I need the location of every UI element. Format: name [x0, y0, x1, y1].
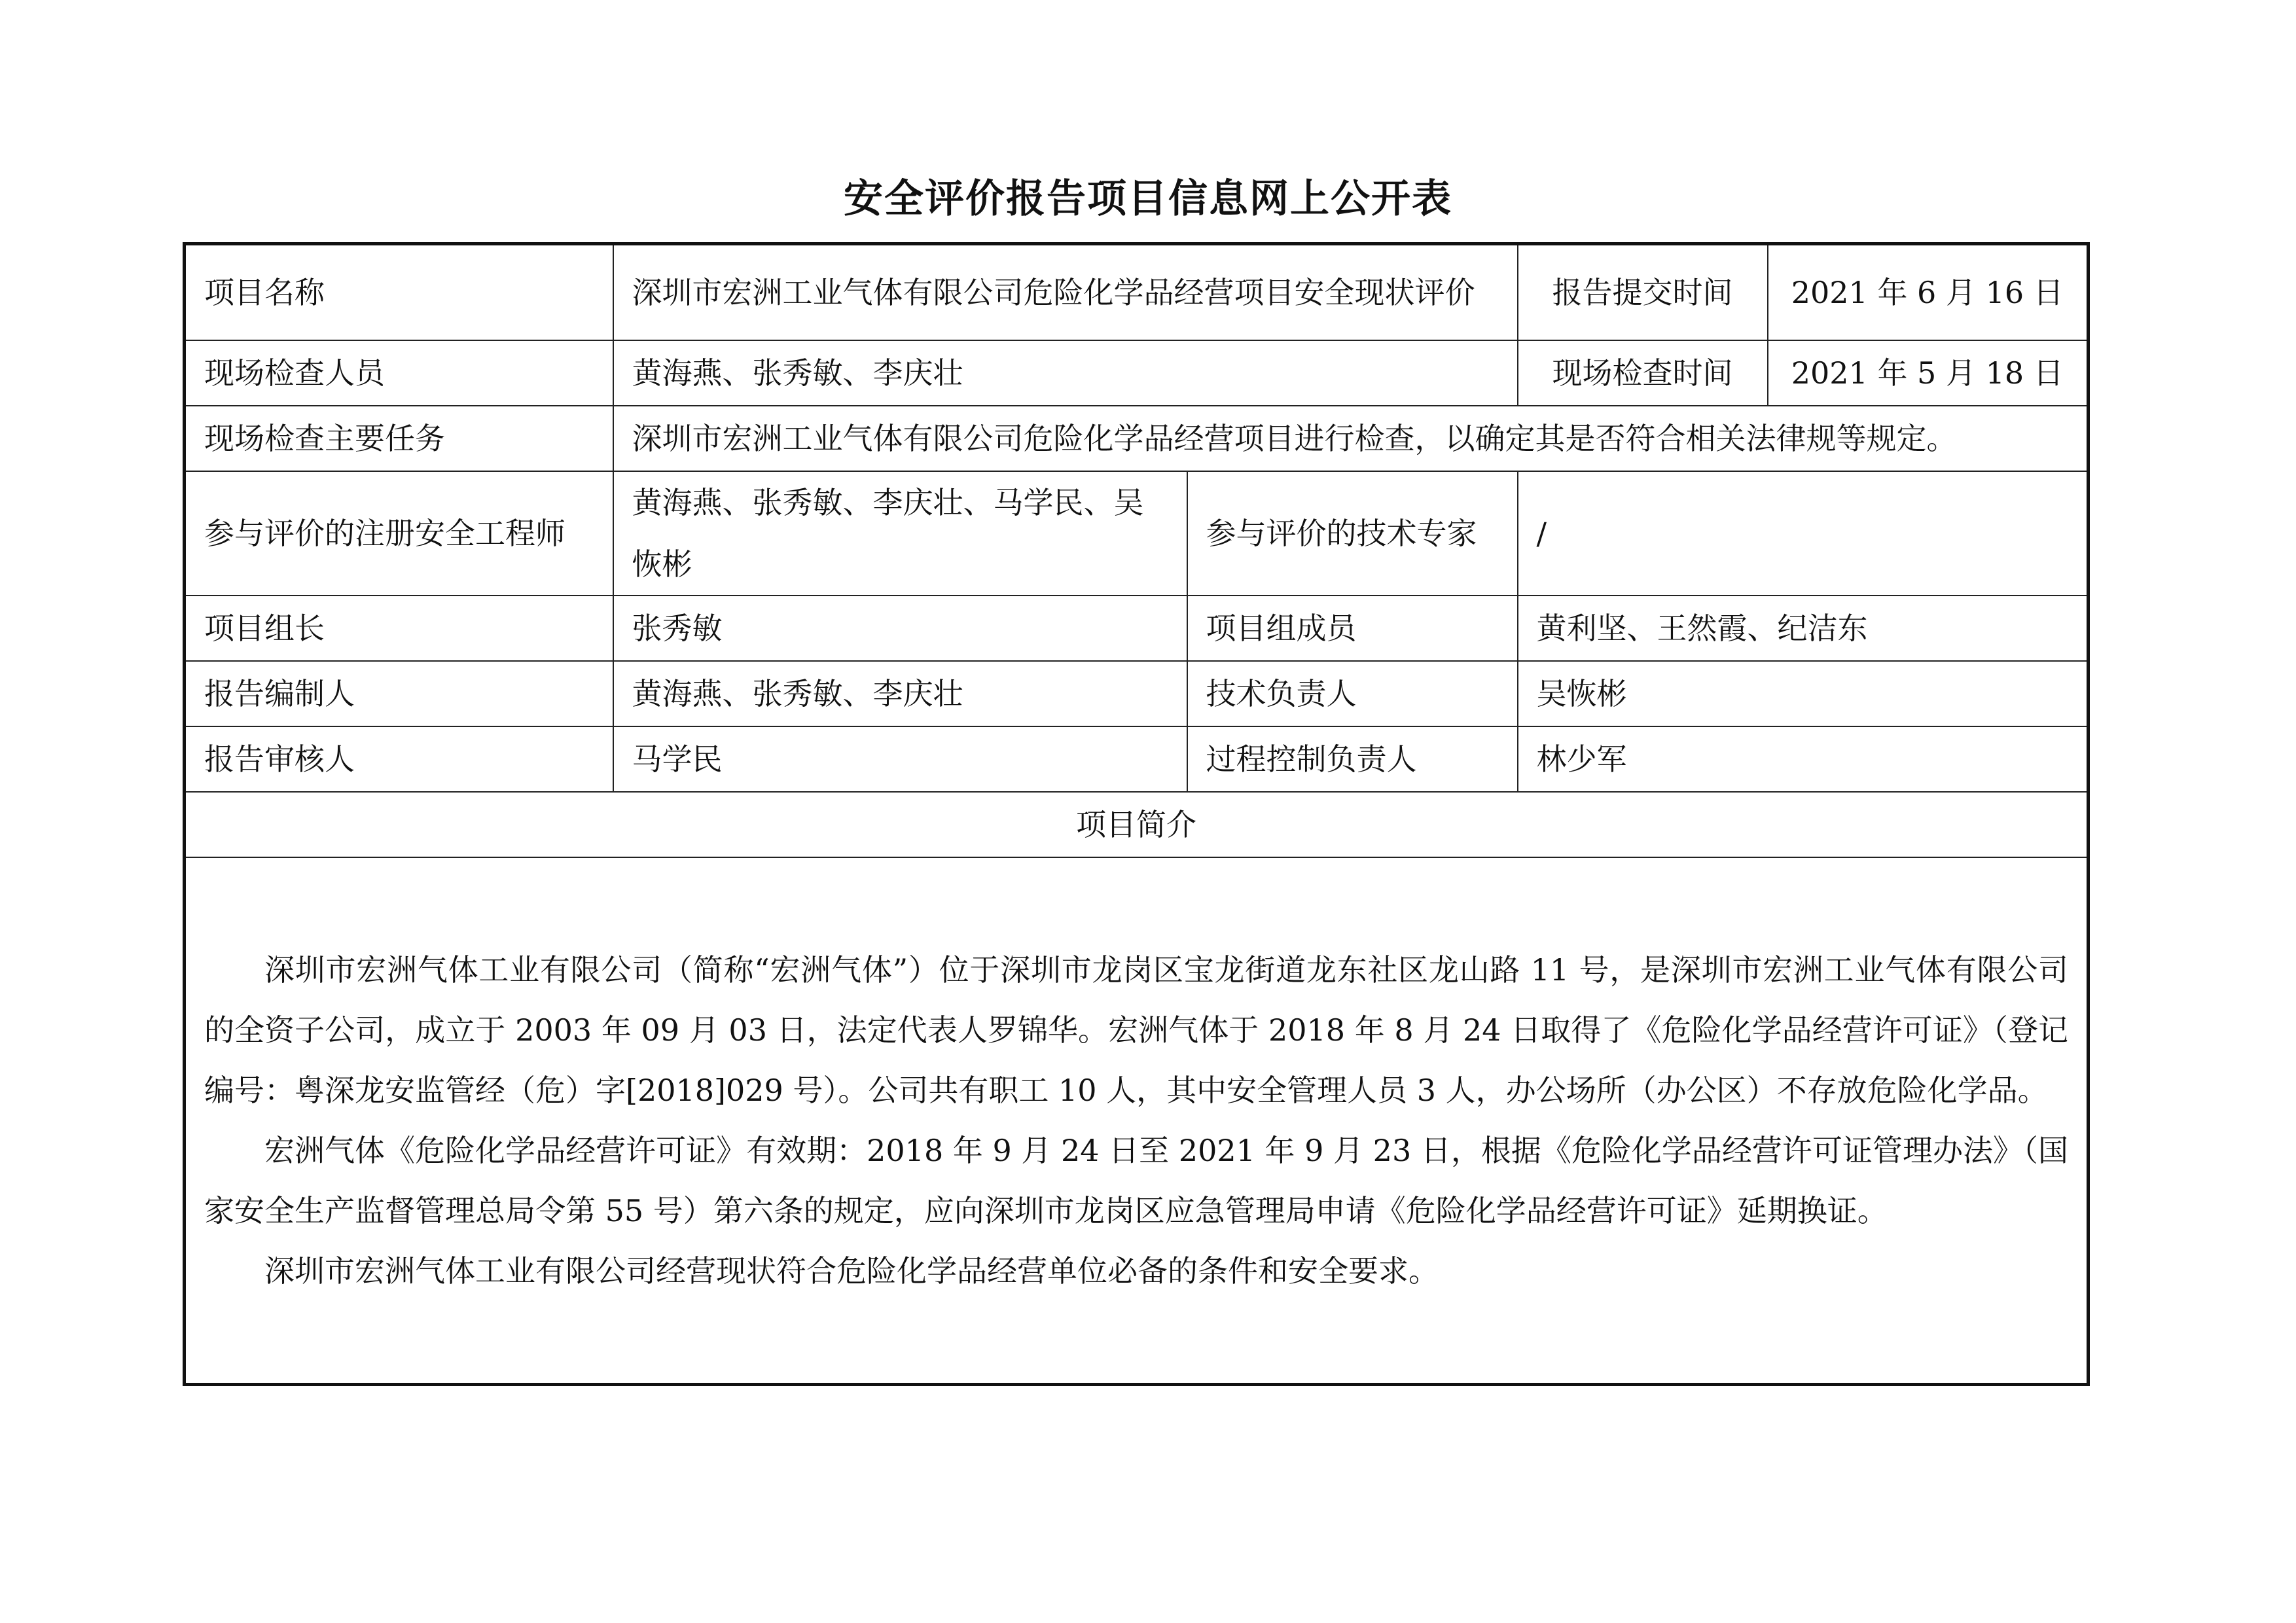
table-row — [185, 661, 2089, 726]
table-row — [185, 244, 2089, 341]
project-name-label: 项目名称 — [185, 244, 613, 341]
reviewer-label: 报告审核人 — [185, 726, 613, 792]
process-lead-label: 过程控制负责人 — [1187, 726, 1518, 792]
experts-value: / — [1518, 471, 2089, 596]
leader-label: 项目组长 — [185, 596, 613, 661]
submit-time-value: 2021 年 6 月 16 日 — [1768, 244, 2089, 341]
tech-lead-value: 吴恢彬 — [1518, 661, 2089, 726]
table-row — [185, 340, 2089, 406]
inspectors-value: 黄海燕、张秀敏、李庆壮 — [613, 340, 1518, 406]
main-task-value: 深圳市宏洲工业气体有限公司危险化学品经营项目进行检查，以确定其是否符合相关法律规等规定。 — [613, 406, 2089, 471]
intro-heading: 项目简介 — [185, 792, 2089, 857]
process-lead-value: 林少军 — [1518, 726, 2089, 792]
submit-time-label: 报告提交时间 — [1518, 244, 1768, 341]
tech-lead-label: 技术负责人 — [1187, 661, 1518, 726]
reviewer-value: 马学民 — [613, 726, 1187, 792]
project-info-table — [183, 242, 2090, 1386]
compiler-value: 黄海燕、张秀敏、李庆壮 — [613, 661, 1187, 726]
experts-label: 参与评价的技术专家 — [1187, 471, 1518, 596]
inspection-time-value: 2021 年 5 月 18 日 — [1768, 340, 2089, 406]
intro-paragraph: 宏洲气体《危险化学品经营许可证》有效期：2018 年 9 月 24 日至 2021 年 9 月 23 日，根据《危险化学品经营许可证管理办法》（国家安全生产监督管理总局令第 55 号）第六条的规定，应向深圳市龙岗区应急管理局申请《危险化学品经营许可证》延期换证。 — [204, 1133, 2068, 1228]
inspection-time-label: 现场检查时间 — [1518, 340, 1768, 406]
engineers-value: 黄海燕、张秀敏、李庆壮、马学民、吴恢彬 — [613, 471, 1187, 596]
table-row — [185, 726, 2089, 792]
table-row — [185, 596, 2089, 661]
intro-paragraph: 深圳市宏洲气体工业有限公司经营现状符合危险化学品经营单位必备的条件和安全要求。 — [264, 1253, 1439, 1289]
leader-value: 张秀敏 — [613, 596, 1187, 661]
intro-body — [185, 857, 2089, 1385]
table-row — [185, 471, 2089, 596]
members-label: 项目组成员 — [1187, 596, 1518, 661]
table-row — [185, 406, 2089, 471]
project-name-value: 深圳市宏洲工业气体有限公司危险化学品经营项目安全现状评价 — [613, 244, 1518, 341]
inspectors-label: 现场检查人员 — [185, 340, 613, 406]
document-title: 安全评价报告项目信息网上公开表 — [844, 176, 1452, 222]
table-row — [185, 792, 2089, 857]
members-value: 黄利坚、王然霞、纪洁东 — [1518, 596, 2089, 661]
table-row — [185, 857, 2089, 1385]
intro-paragraph: 深圳市宏洲气体工业有限公司（简称“宏洲气体”）位于深圳市龙岗区宝龙街道龙东社区龙山路 11 号，是深圳市宏洲工业气体有限公司的全资子公司，成立于 2003 年 09 月 03 日，法定代表人罗锦华。宏洲气体于 2018 年 8 月 24 日取得了《危险化学品经营许可证》（登记编号：粤深龙安监管经（危）字[2018]029 号）。公司共有职工 10 人，其中安全管理人员 3 人，办公场所（办公区）不存放危险化学品。 — [204, 952, 2068, 1108]
engineers-label: 参与评价的注册安全工程师 — [185, 471, 613, 596]
main-task-label: 现场检查主要任务 — [185, 406, 613, 471]
compiler-label: 报告编制人 — [185, 661, 613, 726]
